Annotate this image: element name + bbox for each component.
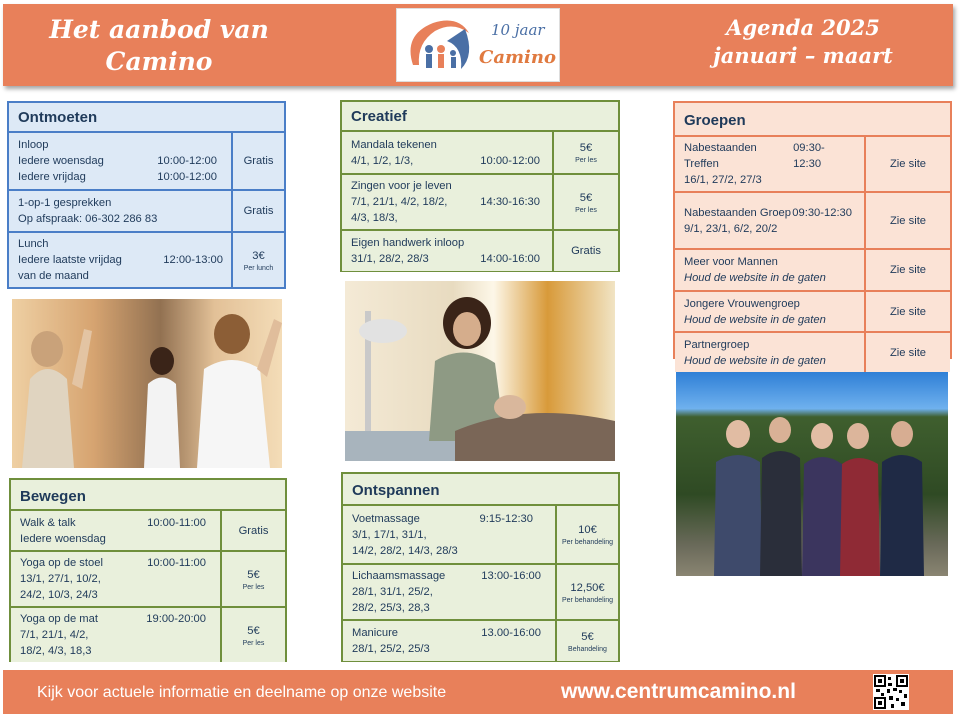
footer-banner bbox=[3, 670, 953, 714]
group-photo bbox=[676, 372, 948, 576]
table-row bbox=[675, 137, 950, 192]
ontspannen-title: Ontspannen bbox=[343, 474, 618, 506]
bewegen-section bbox=[9, 478, 287, 662]
price-cell: Gratis bbox=[553, 230, 618, 271]
activity-cell: 1-op-1 gesprekken Op afspraak: 06-302 286 83 bbox=[9, 190, 232, 232]
people-exercising-image bbox=[12, 299, 282, 468]
price-cell: 5€ Per les bbox=[221, 607, 285, 662]
activity-cell: Manicure 13.00-16:00 28/1, 25/2, 25/3 bbox=[343, 620, 556, 661]
group-cell: Meer voor Mannen Houd de website in de gaten bbox=[675, 249, 865, 291]
price-cell: Gratis bbox=[232, 190, 284, 232]
bewegen-table bbox=[11, 511, 285, 662]
activity-cell: Walk & talk 10:00-11:00 Iedere woensdag bbox=[11, 511, 221, 551]
price-cell: 5€ Per les bbox=[553, 132, 618, 174]
price-cell: Gratis bbox=[232, 133, 284, 190]
logo-text-camino: Camino bbox=[479, 47, 556, 68]
qr-code-icon[interactable] bbox=[873, 674, 909, 710]
price-cell: 5€ Per les bbox=[553, 174, 618, 230]
ontmoeten-section bbox=[7, 101, 286, 289]
agenda-line-1: Agenda 2025 bbox=[726, 15, 880, 40]
price-cell: Zie site bbox=[865, 332, 950, 372]
price-cell: 10€ Per behandeling bbox=[556, 506, 618, 564]
agenda-title bbox=[673, 14, 933, 70]
table-row bbox=[9, 190, 284, 232]
groepen-table bbox=[675, 137, 950, 372]
massage-therapist-image bbox=[345, 281, 615, 461]
website-link[interactable]: www.centrumcamino.nl bbox=[561, 680, 796, 703]
activity-cell: Eigen handwerk inloop 31/1, 28/2, 28/3 14:00-16:00 bbox=[342, 230, 553, 271]
group-of-people-image bbox=[676, 372, 948, 576]
table-row bbox=[675, 249, 950, 291]
yoga-photo bbox=[12, 299, 282, 468]
table-row bbox=[675, 291, 950, 332]
title-line-2: Camino bbox=[105, 47, 213, 76]
table-row bbox=[343, 620, 618, 661]
table-row bbox=[342, 174, 618, 230]
activity-cell: Lichaamsmassage 13:00-16:00 28/1, 31/1, 25/2, 28/2, 25/3, 28,3 bbox=[343, 564, 556, 620]
table-row bbox=[675, 192, 950, 249]
table-row bbox=[343, 564, 618, 620]
activity-cell: Inloop Iedere woensdag 10:00-12:00 Iedere vrijdag 10:00-12:00 bbox=[9, 133, 232, 190]
price-cell: 5€ Behandeling bbox=[556, 620, 618, 661]
groepen-section bbox=[673, 101, 952, 367]
activity-cell: Yoga op de stoel 10:00-11:00 13/1, 27/1, 10/2, 24/2, 10/3, 24/3 bbox=[11, 551, 221, 607]
title-line-1: Het aanbod van bbox=[49, 15, 269, 44]
table-row bbox=[342, 132, 618, 174]
table-row bbox=[343, 506, 618, 564]
price-cell: Zie site bbox=[865, 249, 950, 291]
bewegen-title: Bewegen bbox=[11, 480, 285, 511]
logo-text-years: 10 jaar bbox=[491, 21, 545, 39]
group-cell: Partnergroep Houd de website in de gaten bbox=[675, 332, 865, 372]
table-row bbox=[342, 230, 618, 271]
table-row bbox=[11, 551, 285, 607]
price-cell: 5€ Per les bbox=[221, 551, 285, 607]
activity-cell: Lunch Iedere laatste vrijdag 12:00-13:00 van de maand bbox=[9, 232, 232, 287]
ontmoeten-table bbox=[9, 133, 284, 287]
creatief-section bbox=[340, 100, 620, 272]
groepen-title: Groepen bbox=[675, 103, 950, 137]
table-row bbox=[9, 133, 284, 190]
table-row bbox=[675, 332, 950, 372]
ontspannen-section bbox=[341, 472, 620, 662]
table-row bbox=[9, 232, 284, 287]
creatief-table bbox=[342, 132, 618, 271]
page-title bbox=[19, 14, 299, 78]
group-cell: Nabestaanden Groep 09:30-12:30 9/1, 23/1, 6/2, 20/2 bbox=[675, 192, 865, 249]
ontspannen-table bbox=[343, 506, 618, 661]
massage-photo bbox=[345, 281, 615, 461]
camino-logo bbox=[396, 8, 560, 82]
activity-cell: Zingen voor je leven 7/1, 21/1, 4/2, 18/2, 14:30-16:30 4/3, 18/3, bbox=[342, 174, 553, 230]
ontmoeten-title: Ontmoeten bbox=[9, 103, 284, 133]
price-cell: 3€ Per lunch bbox=[232, 232, 284, 287]
price-cell: Zie site bbox=[865, 192, 950, 249]
agenda-line-2: januari – maart bbox=[713, 43, 893, 68]
table-row bbox=[11, 511, 285, 551]
activity-cell: Mandala tekenen 4/1, 1/2, 1/3, 10:00-12:00 bbox=[342, 132, 553, 174]
price-cell: Zie site bbox=[865, 137, 950, 192]
group-cell: Jongere Vrouwengroep Houd de website in de gaten bbox=[675, 291, 865, 332]
price-cell: 12,50€ Per behandeling bbox=[556, 564, 618, 620]
creatief-title: Creatief bbox=[342, 102, 618, 132]
footer-info-text: Kijk voor actuele informatie en deelname op onze website bbox=[37, 684, 447, 701]
logo-figures-icon bbox=[403, 15, 475, 75]
price-cell: Gratis bbox=[221, 511, 285, 551]
group-cell: Nabestaanden Treffen 09:30-12:30 16/1, 27/2, 27/3 bbox=[675, 137, 865, 192]
table-row bbox=[11, 607, 285, 662]
activity-cell: Yoga op de mat 19:00-20:00 7/1, 21/1, 4/2, 18/2, 4/3, 18,3 bbox=[11, 607, 221, 662]
activity-cell: Voetmassage 9:15-12:30 3/1, 17/1, 31/1, 14/2, 28/2, 14/3, 28/3 bbox=[343, 506, 556, 564]
price-cell: Zie site bbox=[865, 291, 950, 332]
